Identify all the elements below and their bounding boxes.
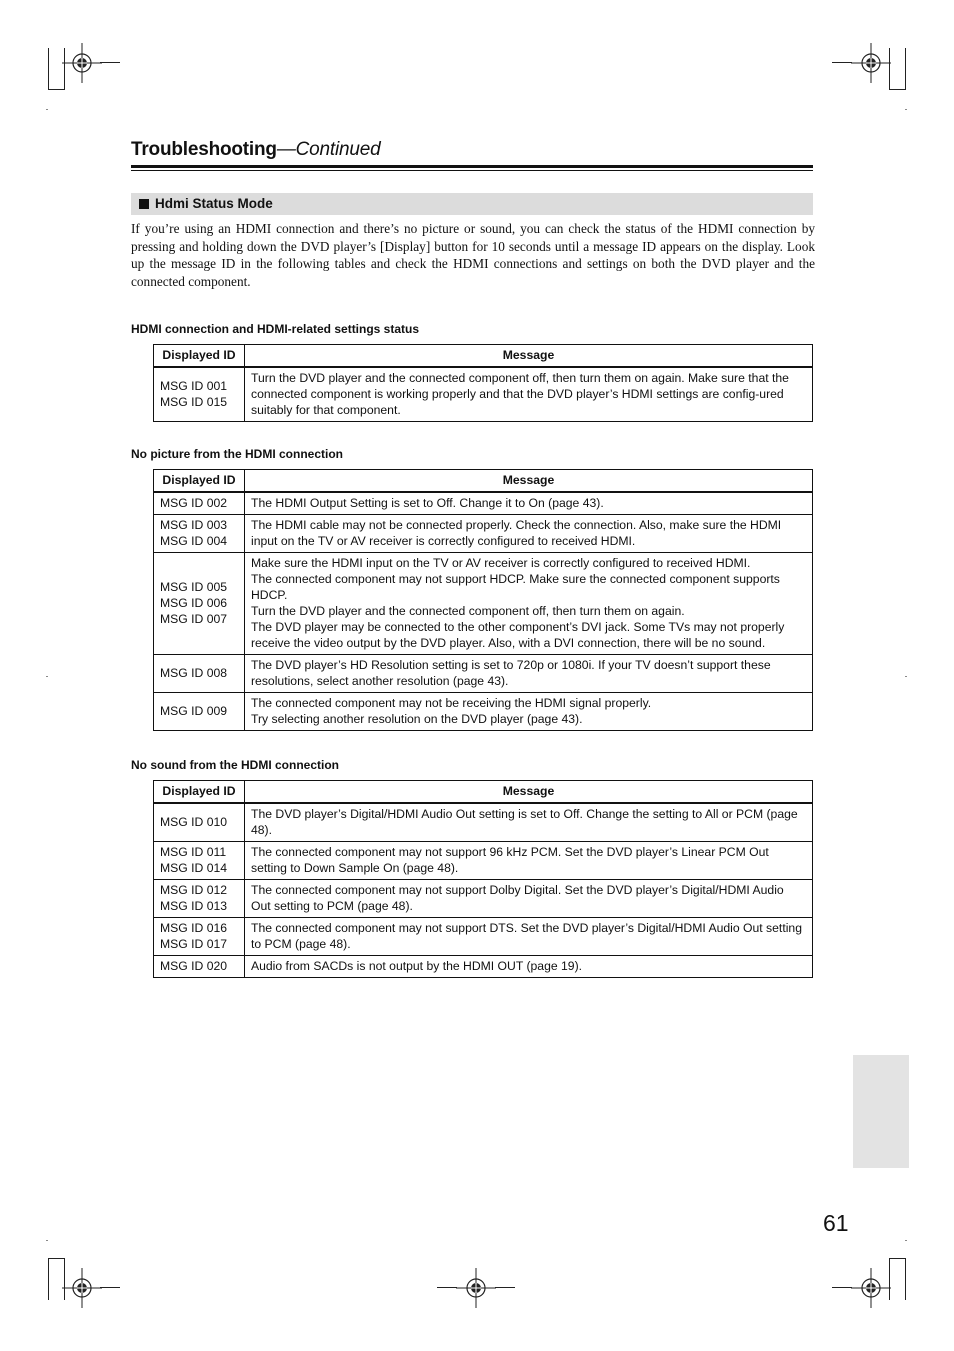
column-header-message: Message: [245, 470, 813, 493]
message-text: The DVD player’s Digital/HDMI Audio Out setting is set to Off. Change the setting to All or PCM (page 48).: [251, 807, 798, 837]
table-row: [154, 553, 813, 655]
table-row: [154, 655, 813, 693]
column-header-displayed-id: Displayed ID: [154, 781, 245, 804]
table-row: [154, 880, 813, 918]
header-rule-thin: [131, 170, 813, 171]
table-heading: No sound from the HDMI connection: [131, 758, 339, 772]
section-title: Hdmi Status Mode: [155, 196, 273, 211]
message-cell: [245, 367, 813, 422]
message-id: MSG ID 003: [160, 518, 228, 532]
message-id: MSG ID 001: [160, 379, 228, 393]
message-id: MSG ID 007: [160, 612, 228, 626]
table-row: [154, 515, 813, 553]
table-row: [154, 918, 813, 956]
header-rule: [131, 165, 813, 168]
message-id: MSG ID 014: [160, 861, 228, 875]
message-id: MSG ID 009: [160, 704, 228, 718]
column-header-message: Message: [245, 345, 813, 368]
message-text: Audio from SACDs is not output by the HDMI OUT (page 19).: [251, 959, 583, 973]
registration-mark-icon: [456, 1268, 496, 1308]
column-header-displayed-id: Displayed ID: [154, 345, 245, 368]
message-text: Turn the DVD player and the connected component off, then turn them on again.: [251, 604, 685, 618]
message-id: MSG ID 004: [160, 534, 228, 548]
displayed-id-cell: [154, 918, 245, 956]
table-header-row: [154, 781, 813, 804]
message-id: MSG ID 011: [160, 845, 227, 859]
message-cell: [245, 553, 813, 655]
message-cell: [245, 693, 813, 731]
message-text: Make sure the HDMI input on the TV or AV receiver is correctly configured to received HDMI.: [251, 556, 751, 570]
displayed-id-cell: [154, 655, 245, 693]
table-header-row: [154, 345, 813, 368]
message-table: [153, 344, 813, 422]
message-table: [153, 780, 813, 978]
message-text: The connected component may not be receiving the HDMI signal properly.: [251, 696, 652, 710]
message-cell: [245, 918, 813, 956]
message-text: The HDMI cable may not be connected properly. Check the connection. Also, make sure the HDMI input on the TV or AV receiver is correctly configured to received HDMI.: [251, 518, 782, 548]
registration-mark-icon: [851, 43, 891, 83]
message-cell: [245, 956, 813, 978]
displayed-id-cell: [154, 956, 245, 978]
page-title: [131, 139, 380, 161]
displayed-id-cell: [154, 842, 245, 880]
table-header-row: [154, 470, 813, 493]
registration-mark-icon: [851, 1268, 891, 1308]
message-cell: [245, 842, 813, 880]
displayed-id-cell: [154, 693, 245, 731]
message-text: The DVD player may be connected to the other component’s DVI jack. Some TVs may not properly receive the video output by the DVD player. Also, with a DVI connection, there will be no sound.: [251, 620, 785, 650]
page-title-text: Troubleshooting: [131, 139, 277, 160]
message-id: MSG ID 020: [160, 959, 228, 973]
displayed-id-cell: [154, 880, 245, 918]
section-heading-bar: [131, 193, 813, 215]
message-cell: [245, 492, 813, 515]
table-heading: No picture from the HDMI connection: [131, 447, 344, 461]
message-cell: [245, 655, 813, 693]
column-header-message: Message: [245, 781, 813, 804]
displayed-id-cell: [154, 492, 245, 515]
message-cell: [245, 803, 813, 842]
message-text: The DVD player’s HD Resolution setting is set to 720p or 1080i. If your TV doesn’t support these resolutions, select another resolution (page 43).: [251, 658, 771, 688]
message-id: MSG ID 016: [160, 921, 228, 935]
message-text: The connected component may not support Dolby Digital. Set the DVD player’s Digital/HDMI Audio Out setting to PCM (page 48).: [251, 883, 784, 913]
displayed-id-cell: [154, 553, 245, 655]
displayed-id-cell: [154, 367, 245, 422]
table-row: [154, 693, 813, 731]
message-cell: [245, 880, 813, 918]
registration-mark-icon: [62, 1268, 102, 1308]
message-text: The connected component may not support 96 kHz PCM. Set the DVD player’s Linear PCM Out setting to Down Sample On (page 48).: [251, 845, 769, 875]
intro-paragraph: If you’re using an HDMI connection and there’s no picture or sound, you can check the status of the HDMI connection by pressing and holding down the DVD player’s [Display] button for 10 seconds until a message ID appears on the display. Look up the message ID in the following tables and check the HDMI connections and settings on both the DVD player and the connected component.: [131, 221, 815, 290]
registration-mark-icon: [62, 43, 102, 83]
table-row: [154, 367, 813, 422]
message-text: Try selecting another resolution on the DVD player (page 43).: [251, 712, 583, 726]
message-id: MSG ID 010: [160, 815, 228, 829]
message-id: MSG ID 012: [160, 883, 228, 897]
message-text: Turn the DVD player and the connected component off, then turn them on again. Make sure that the connected component is working properly and that the DVD player’s HDMI settings are config-ured suitably for that component.: [251, 371, 789, 417]
table-row: [154, 492, 813, 515]
message-id: MSG ID 017: [160, 937, 228, 951]
table-row: [154, 956, 813, 978]
message-id: MSG ID 005: [160, 580, 228, 594]
page-number: 61: [823, 1210, 849, 1236]
message-id: MSG ID 013: [160, 899, 228, 913]
table-heading: HDMI connection and HDMI-related settings status: [131, 322, 420, 336]
message-text: The connected component may not support DTS. Set the DVD player’s Digital/HDMI Audio Out setting to PCM (page 48).: [251, 921, 802, 951]
column-header-displayed-id: Displayed ID: [154, 470, 245, 493]
table-row: [154, 803, 813, 842]
message-table: [153, 469, 813, 731]
message-id: MSG ID 002: [160, 496, 228, 510]
side-tab: [853, 1055, 909, 1168]
displayed-id-cell: [154, 803, 245, 842]
message-cell: [245, 515, 813, 553]
square-bullet-icon: [139, 199, 149, 209]
message-text: The HDMI Output Setting is set to Off. Change it to On (page 43).: [251, 496, 604, 510]
page-title-continued: —Continued: [276, 139, 381, 160]
table-row: [154, 842, 813, 880]
message-id: MSG ID 015: [160, 395, 228, 409]
displayed-id-cell: [154, 515, 245, 553]
message-id: MSG ID 008: [160, 666, 228, 680]
message-text: The connected component may not support HDCP. Make sure the connected component supports HDCP.: [251, 572, 780, 602]
message-id: MSG ID 006: [160, 596, 228, 610]
